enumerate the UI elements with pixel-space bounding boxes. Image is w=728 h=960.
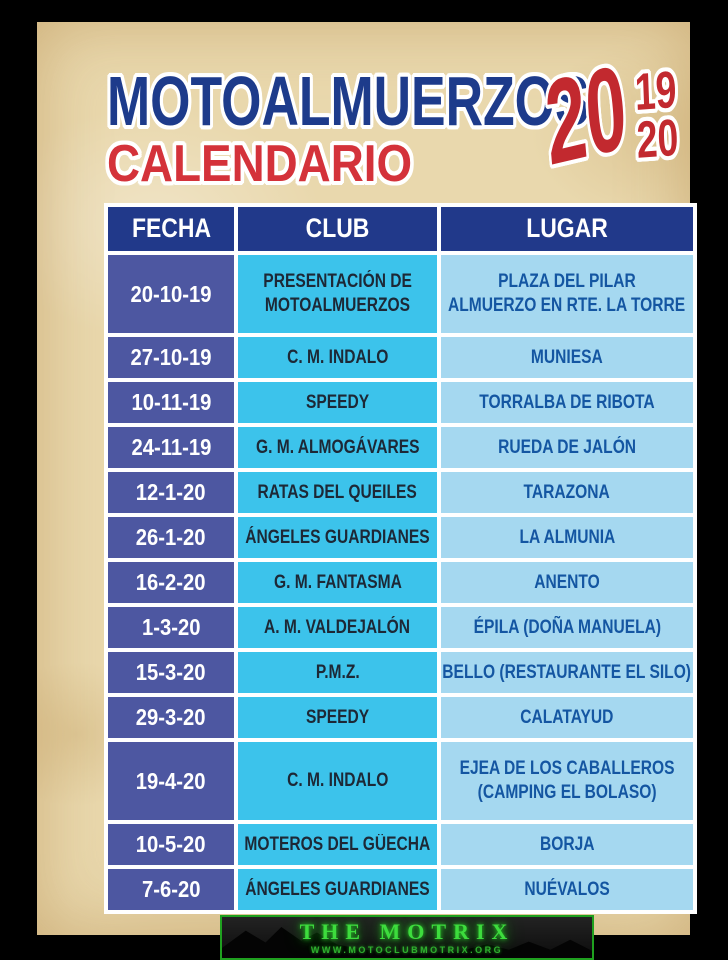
cell-lugar: LA ALMUNIA <box>441 517 693 558</box>
cell-fecha: 27-10-19 <box>108 337 234 378</box>
cell-lugar: NUÉVALOS <box>441 869 693 910</box>
season-year-stack <box>633 60 680 170</box>
cell-lugar: TORRALBA DE RIBOTA <box>441 382 693 423</box>
cell-club: RATAS DEL QUEILES <box>238 472 437 513</box>
cell-fecha: 29-3-20 <box>108 697 234 738</box>
cell-fecha: 24-11-19 <box>108 427 234 468</box>
season-year-top: 19 <box>633 60 678 122</box>
cell-club: PRESENTACIÓN DE MOTOALMUERZOS <box>238 255 437 333</box>
cell-club: G. M. FANTASMA <box>238 562 437 603</box>
table-row <box>108 427 693 468</box>
table-row <box>108 255 693 333</box>
table-row <box>108 697 693 738</box>
table-row <box>108 607 693 648</box>
cell-club: C. M. INDALO <box>238 742 437 820</box>
cell-club: C. M. INDALO <box>238 337 437 378</box>
cell-fecha: 7-6-20 <box>108 869 234 910</box>
cell-club: MOTEROS DEL GÜECHA <box>238 824 437 865</box>
cell-lugar: PLAZA DEL PILAR ALMUERZO EN RTE. LA TORRE <box>441 255 693 333</box>
cell-fecha: 10-5-20 <box>108 824 234 865</box>
brand-url: WWW.MOTOCLUBMOTRIX.ORG <box>310 945 504 955</box>
header-cell-club: CLUB <box>238 207 437 251</box>
cell-lugar: RUEDA DE JALÓN <box>441 427 693 468</box>
table-row <box>108 652 693 693</box>
cell-lugar: MUNIESA <box>441 337 693 378</box>
footer-banner <box>220 915 594 960</box>
table-row <box>108 382 693 423</box>
cell-lugar: TARAZONA <box>441 472 693 513</box>
cell-lugar: ANENTO <box>441 562 693 603</box>
table-row <box>108 562 693 603</box>
title-main: MOTOALMUERZOS <box>107 62 590 140</box>
header-cell-lugar: LUGAR <box>441 207 693 251</box>
title-subtitle: CALENDARIO <box>107 135 413 193</box>
table-row <box>108 472 693 513</box>
cell-lugar: CALATAYUD <box>441 697 693 738</box>
season-year-bottom: 20 <box>635 108 680 170</box>
header-cell-fecha: FECHA <box>108 207 234 251</box>
cell-club: A. M. VALDEJALÓN <box>238 607 437 648</box>
cell-lugar: ÉPILA (DOÑA MANUELA) <box>441 607 693 648</box>
table-row <box>108 337 693 378</box>
cell-fecha: 19-4-20 <box>108 742 234 820</box>
parchment-background <box>37 22 692 955</box>
table-row <box>108 869 693 910</box>
cell-club: SPEEDY <box>238 382 437 423</box>
cell-fecha: 16-2-20 <box>108 562 234 603</box>
cell-lugar: BELLO (RESTAURANTE EL SILO) <box>441 652 693 693</box>
cell-club: G. M. ALMOGÁVARES <box>238 427 437 468</box>
season-year-big: 20 <box>540 39 632 191</box>
table-row <box>108 517 693 558</box>
cell-fecha: 20-10-19 <box>108 255 234 333</box>
cell-lugar: BORJA <box>441 824 693 865</box>
cell-fecha: 26-1-20 <box>108 517 234 558</box>
calendar-table <box>104 203 697 914</box>
brand-logo-text: THE MOTRIX <box>299 919 515 944</box>
cell-fecha: 1-3-20 <box>108 607 234 648</box>
cell-fecha: 10-11-19 <box>108 382 234 423</box>
table-row <box>108 824 693 865</box>
cell-fecha: 12-1-20 <box>108 472 234 513</box>
cell-club: P.M.Z. <box>238 652 437 693</box>
cell-club: ÁNGELES GUARDIANES <box>238 869 437 910</box>
table-header-row <box>108 207 693 251</box>
cell-lugar: EJEA DE LOS CABALLEROS (CAMPING EL BOLASO) <box>441 742 693 820</box>
cell-club: SPEEDY <box>238 697 437 738</box>
cell-club: ÁNGELES GUARDIANES <box>238 517 437 558</box>
table-row <box>108 742 693 820</box>
cell-fecha: 15-3-20 <box>108 652 234 693</box>
